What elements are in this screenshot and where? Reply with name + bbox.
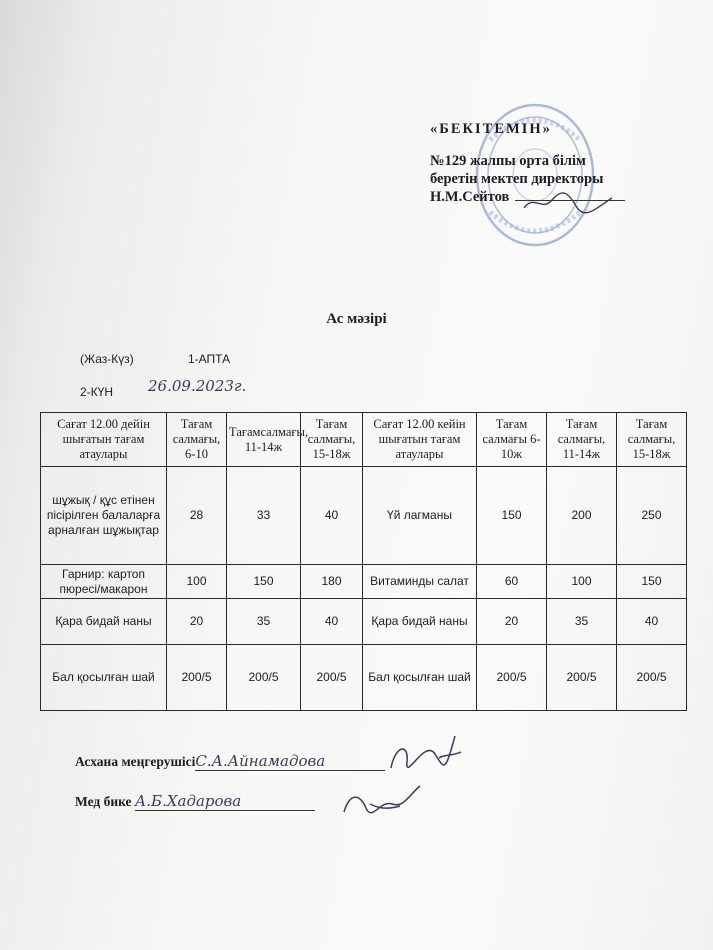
- header-cell: Тағам салмағы 6-10ж: [477, 413, 547, 467]
- date-handwritten: 26.09.2023г.: [148, 377, 247, 395]
- table-cell: 33: [227, 467, 301, 565]
- table-cell: 200: [547, 467, 617, 565]
- menu-table: [40, 412, 687, 711]
- table-cell: 40: [617, 599, 687, 645]
- header-cell: Сағат 12.00 дейін шығатын тағам атаулары: [41, 413, 167, 467]
- table-cell: 200/5: [547, 645, 617, 711]
- director-name: Н.М.Сейтов: [430, 189, 510, 205]
- table-cell: 100: [547, 565, 617, 599]
- table-cell: 20: [167, 599, 227, 645]
- table-cell: Қара бидай наны: [41, 599, 167, 645]
- chef-label: Асхана меңгерушісі: [75, 754, 196, 769]
- table-cell: 250: [617, 467, 687, 565]
- table-cell: 200/5: [227, 645, 301, 711]
- table-cell: Үй лагманы: [363, 467, 477, 565]
- table-cell: Гарнир: картоп пюресі/макарон: [41, 565, 167, 599]
- approval-line-2: беретін мектеп директоры: [430, 171, 604, 187]
- table-row: [41, 599, 687, 645]
- header-cell: Тағамсалмағы, 11-14ж: [227, 413, 301, 467]
- approval-heading: «БЕКІТЕМІН»: [430, 121, 552, 137]
- header-cell: Тағам салмағы, 15-18ж: [301, 413, 363, 467]
- table-cell: 28: [167, 467, 227, 565]
- chef-signature: [385, 728, 465, 778]
- table-cell: 60: [477, 565, 547, 599]
- table-cell: шұжық / құс етінен пісірілген балаларға арналған шұжықтар: [41, 467, 167, 565]
- table-row: [41, 467, 687, 565]
- chef-signature-line: [75, 752, 385, 771]
- table-cell: 35: [547, 599, 617, 645]
- table-cell: Бал қосылған шай: [41, 645, 167, 711]
- table-cell: 200/5: [477, 645, 547, 711]
- header-cell: Сағат 12.00 кейін шығатын тағам атаулары: [363, 413, 477, 467]
- table-cell: Бал қосылған шай: [363, 645, 477, 711]
- director-signature: [520, 188, 620, 218]
- table-cell: 40: [301, 599, 363, 645]
- table-cell: 200/5: [617, 645, 687, 711]
- table-cell: Қара бидай наны: [363, 599, 477, 645]
- week-label: 1-АПТА: [188, 352, 231, 366]
- header-cell: Тағам салмағы, 6-10: [167, 413, 227, 467]
- table-cell: 200/5: [167, 645, 227, 711]
- table-row: [41, 645, 687, 711]
- chef-name-handwritten: С.А.Айнамадова: [195, 752, 385, 771]
- table-cell: 150: [477, 467, 547, 565]
- table-cell: 200/5: [301, 645, 363, 711]
- table-cell: 40: [301, 467, 363, 565]
- day-label: 2-КҮН: [80, 385, 113, 399]
- nurse-signature-line: [75, 792, 315, 811]
- header-cell: Тағам салмағы, 15-18ж: [617, 413, 687, 467]
- table-cell: 20: [477, 599, 547, 645]
- nurse-label: Мед бике: [75, 794, 132, 809]
- table-cell: 180: [301, 565, 363, 599]
- page-title: Ас мәзірі: [326, 311, 387, 327]
- table-cell: Витаминды салат: [363, 565, 477, 599]
- approval-line-1: №129 жалпы орта білім: [430, 153, 586, 169]
- nurse-signature: [340, 782, 425, 818]
- header-cell: Тағам салмағы, 11-14ж: [547, 413, 617, 467]
- table-header-row: [41, 413, 687, 467]
- nurse-name-handwritten: А.Б.Хадарова: [135, 792, 315, 811]
- table-cell: 35: [227, 599, 301, 645]
- table-row: [41, 565, 687, 599]
- season-label: (Жаз-Күз): [80, 352, 134, 366]
- period-line: [80, 352, 231, 366]
- table-cell: 100: [167, 565, 227, 599]
- table-cell: 150: [227, 565, 301, 599]
- table-cell: 150: [617, 565, 687, 599]
